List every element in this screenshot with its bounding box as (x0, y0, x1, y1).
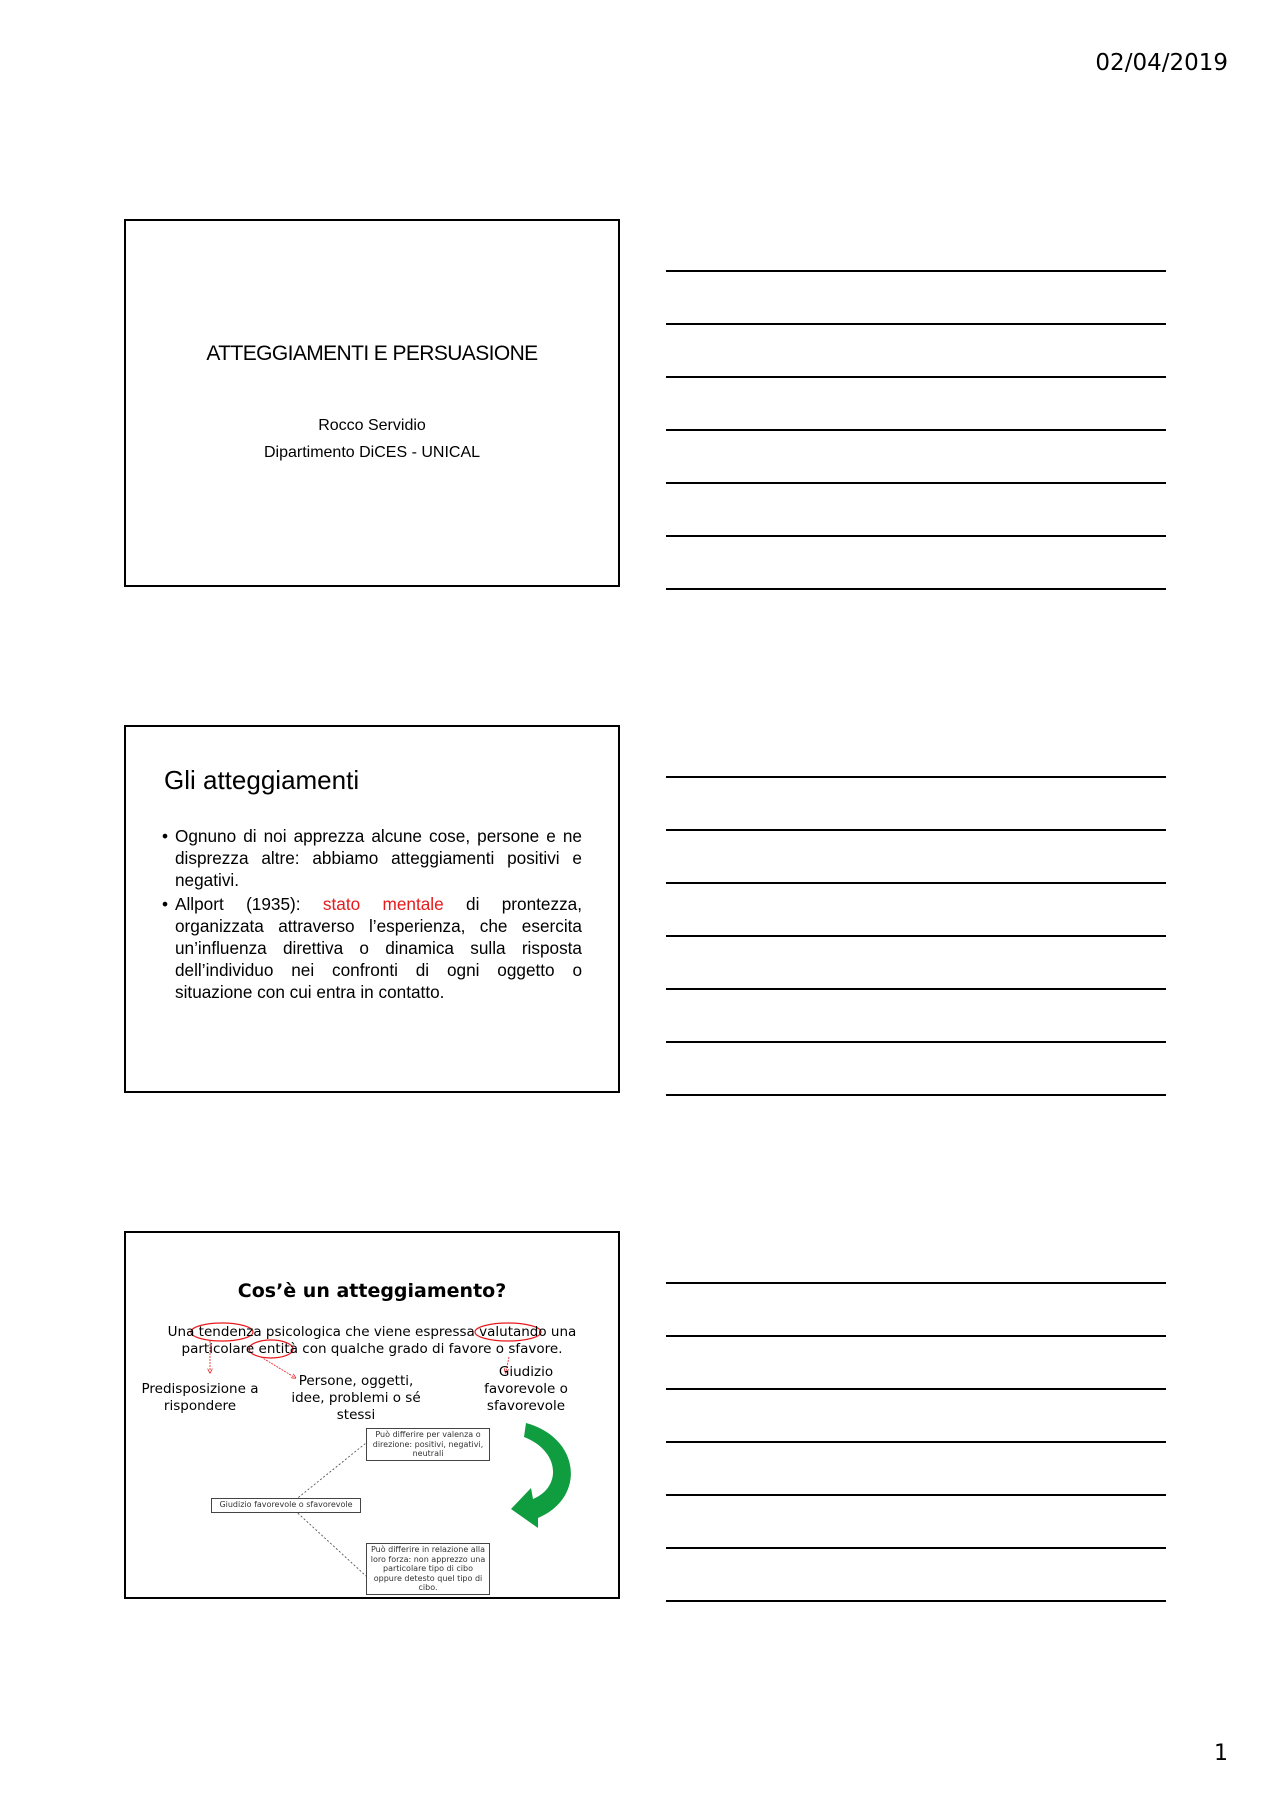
note-line (666, 482, 1166, 484)
slide-3-definition: Una tendenza psicologica che viene espressa valutando una particolare entità con qualche grado di favore o sfavore. (167, 1324, 577, 1357)
label-giudizio: Giudizio favorevole o sfavorevole (484, 1364, 568, 1414)
note-line (666, 829, 1166, 831)
highlighted-term: stato mentale (322, 894, 444, 914)
note-line (666, 376, 1166, 378)
box-forza: Può differire in relazione alla loro forza: non apprezzo una particolare tipo di cibo oppure detesto quel tipo di cibo. (366, 1543, 490, 1595)
note-line (666, 1600, 1166, 1602)
note-line (666, 988, 1166, 990)
page-date: 02/04/2019 (1095, 50, 1228, 76)
slide-3 (124, 1231, 620, 1599)
slide-2 (124, 725, 620, 1093)
box-valenza: Può differire per valenza o direzione: positivi, negativi, neutrali (366, 1428, 490, 1461)
slide-1-title: ATTEGGIAMENTI E PERSUASIONE (206, 342, 538, 365)
note-line (666, 776, 1166, 778)
slide-2-title: Gli atteggiamenti (164, 765, 360, 795)
box-giudizio: Giudizio favorevole o sfavorevole (211, 1498, 361, 1513)
note-line (666, 1335, 1166, 1337)
note-line (666, 1494, 1166, 1496)
slide-1-department: Dipartimento DiCES - UNICAL (263, 444, 481, 461)
note-line (666, 935, 1166, 937)
note-line (666, 588, 1166, 590)
bullet-item: • Allport (1935): stato mentale di prontezza, organizzata attraverso l’esperienza, che esercita un’influenza direttiva o dinamica sulla risposta dell’individuo nei confronti di ogni oggetto o situazione con cui entra in contatto. (162, 894, 582, 1002)
note-line (666, 323, 1166, 325)
note-line (666, 429, 1166, 431)
note-line (666, 1547, 1166, 1549)
bullet-icon: • (162, 826, 169, 846)
note-line (666, 535, 1166, 537)
bullet-item: • Ognuno di noi apprezza alcune cose, persone e ne disprezza altre: abbiamo atteggiamenti positivi e negativi. (162, 826, 582, 890)
note-line (666, 1441, 1166, 1443)
slide-1 (124, 219, 620, 587)
label-persone: Persone, oggetti, idee, problemi o sé stessi (291, 1373, 421, 1423)
green-curved-arrow-icon (511, 1423, 571, 1528)
label-predisposizione: Predisposizione a rispondere (141, 1381, 259, 1414)
note-line (666, 1388, 1166, 1390)
note-line (666, 1282, 1166, 1284)
page-number: 1 (1214, 1741, 1228, 1766)
bullet-icon: • (162, 894, 169, 914)
slide-3-title: Cos’è un atteggiamento? (237, 1280, 507, 1302)
slide-1-author: Rocco Servidio (318, 417, 426, 434)
note-line (666, 270, 1166, 272)
note-line (666, 1041, 1166, 1043)
connector-bottom (289, 1505, 366, 1576)
note-line (666, 1094, 1166, 1096)
note-line (666, 882, 1166, 884)
connector-top (289, 1443, 366, 1505)
slide-2-bullets (162, 825, 582, 1005)
